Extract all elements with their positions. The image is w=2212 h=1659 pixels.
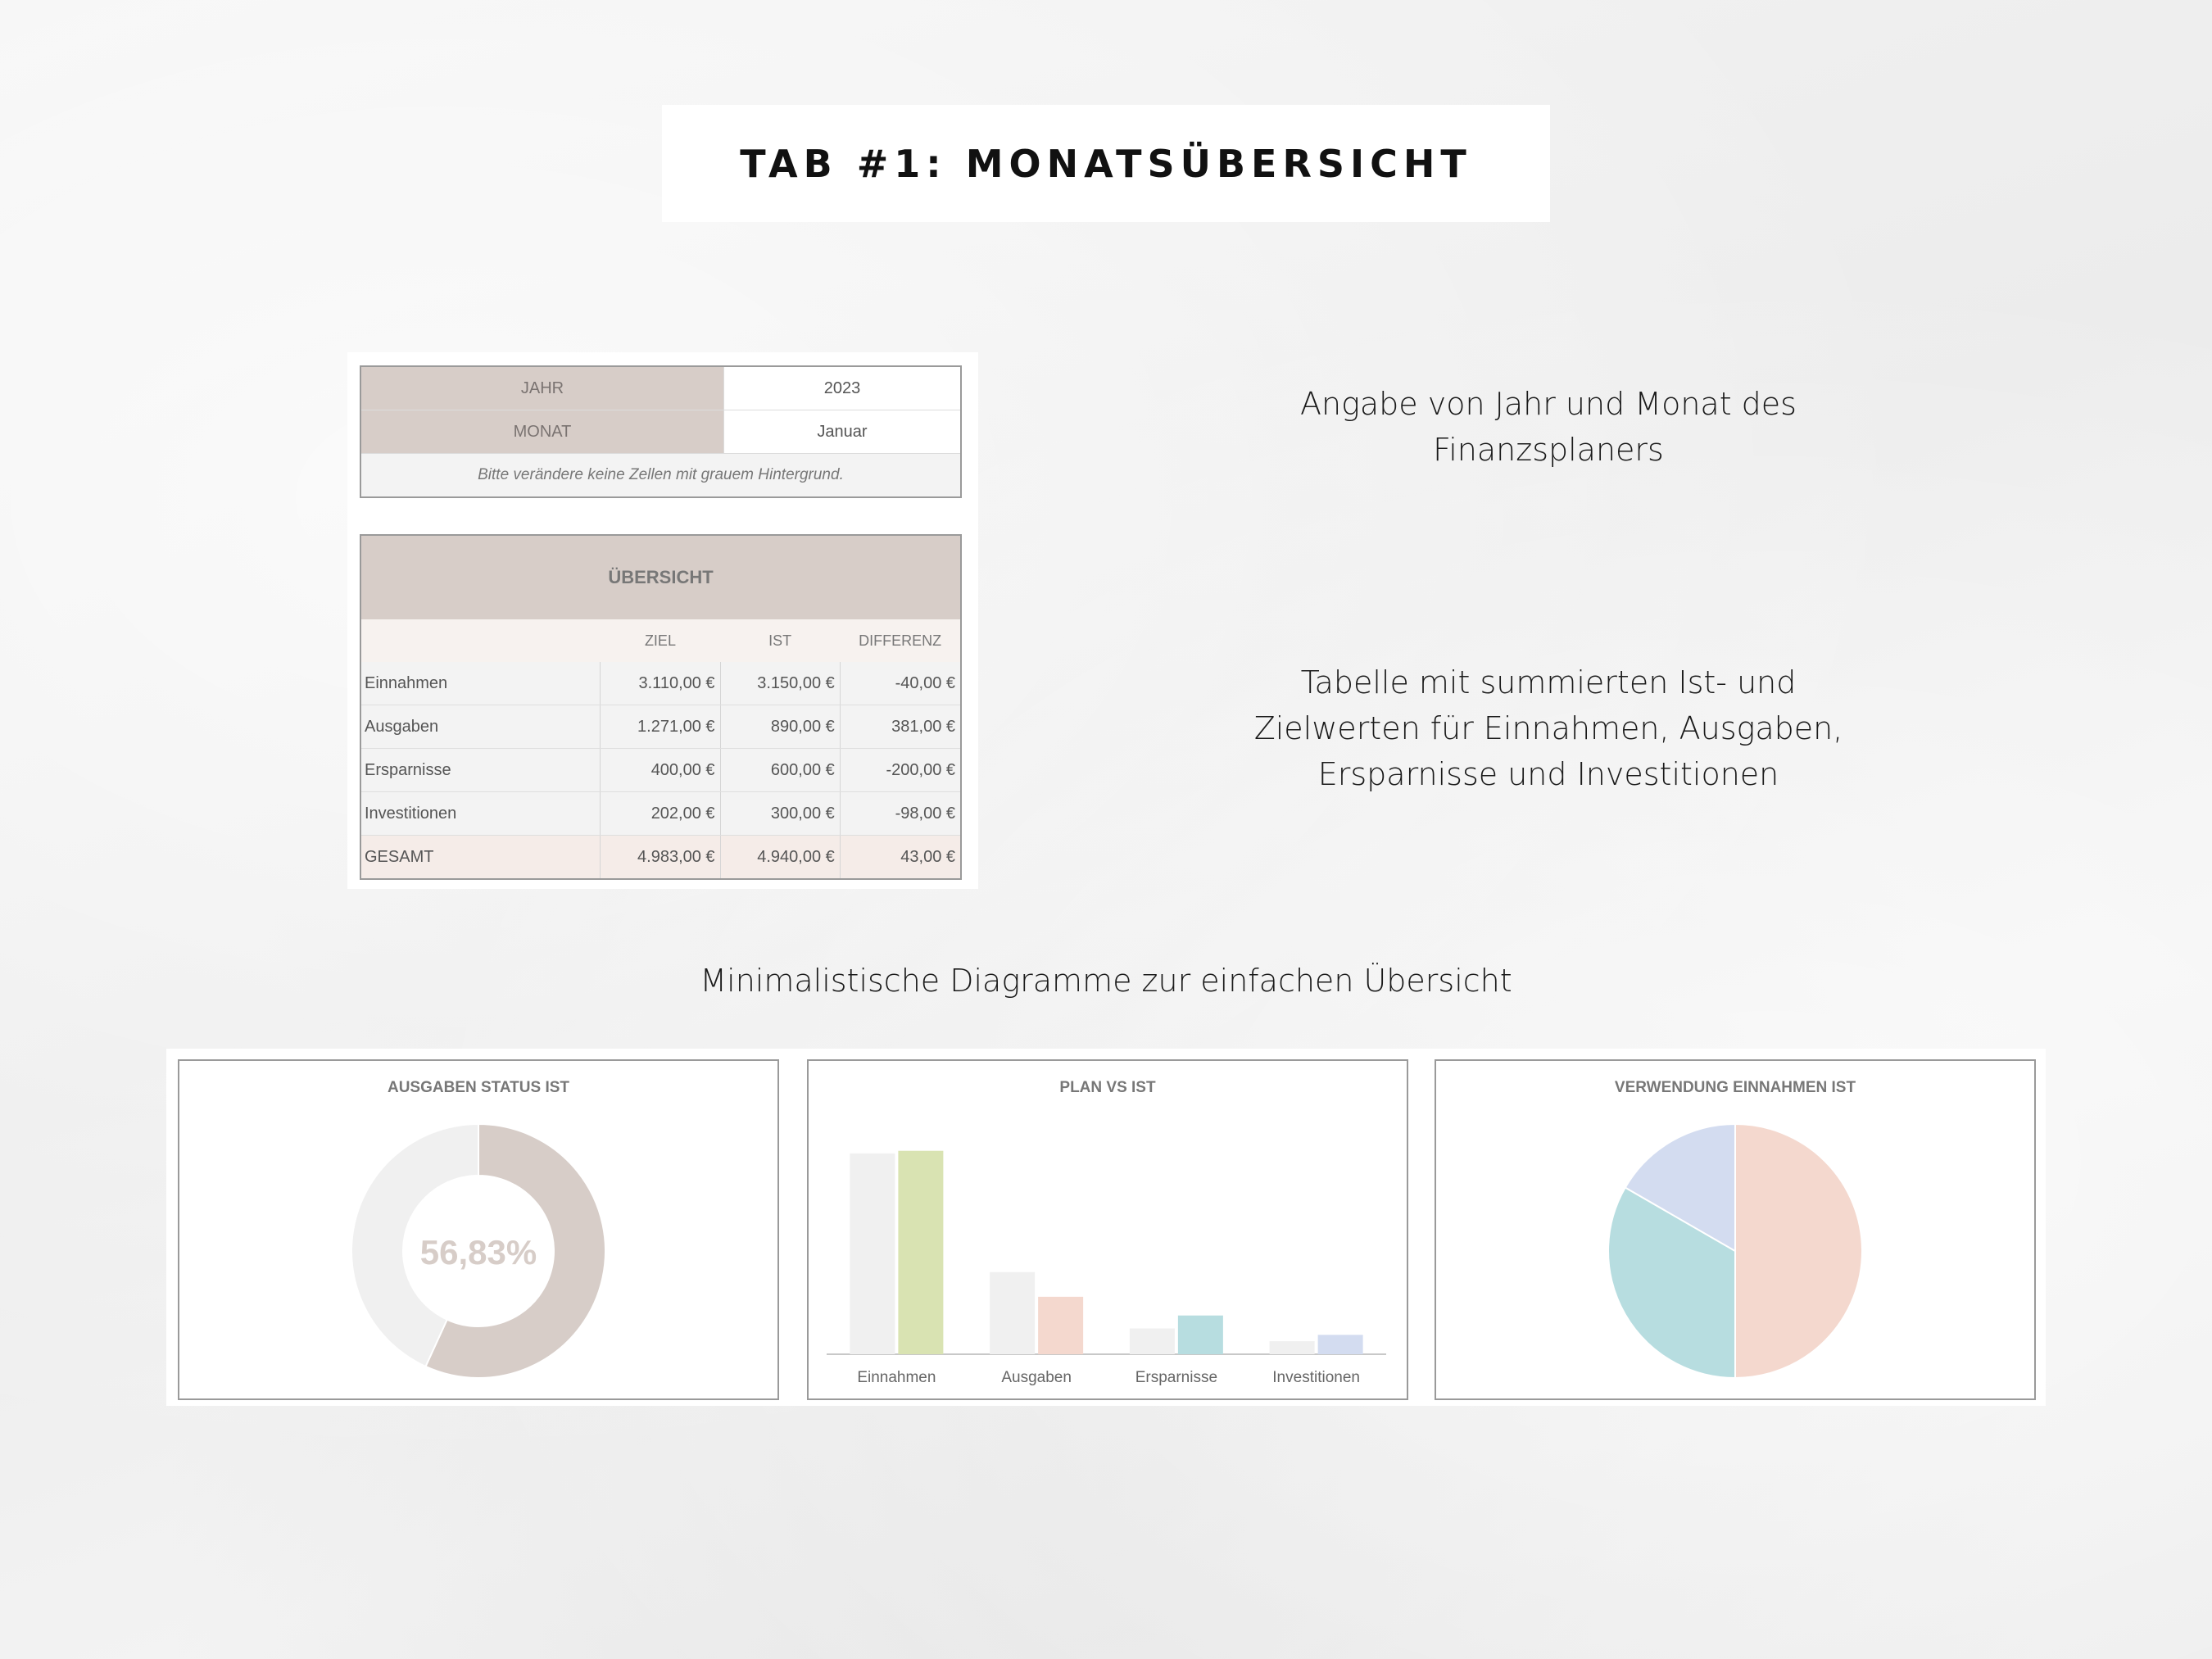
overview-description-line: Tabelle mit summierten Ist- und	[1300, 664, 1797, 700]
overview-header-row	[360, 619, 961, 662]
row-ziel: 3.110,00 €	[601, 662, 720, 705]
month-value: Januar	[724, 410, 962, 454]
overview-table	[360, 534, 962, 880]
column-header-differenz: DIFFERENZ	[840, 619, 961, 662]
bar-ist	[898, 1151, 943, 1354]
pie-chart	[1436, 1061, 2034, 1398]
settings-description	[1188, 381, 1909, 473]
bar-ist	[1178, 1316, 1223, 1354]
overview-title: ÜBERSICHT	[360, 535, 961, 619]
x-tick-label: Ausgaben	[1001, 1369, 1072, 1386]
donut-chart-panel	[178, 1059, 779, 1400]
row-diff: 381,00 €	[840, 705, 961, 749]
settings-description-line: Finanzsplaners	[1433, 432, 1664, 468]
bar-chart	[809, 1061, 1407, 1398]
row-name: Ausgaben	[360, 705, 601, 749]
row-ist: 300,00 €	[720, 792, 840, 836]
bar-ist	[1038, 1297, 1083, 1354]
overview-description-line: Zielwerten für Einnahmen, Ausgaben,	[1253, 710, 1843, 746]
bar-chart-panel	[807, 1059, 1408, 1400]
row-ist: 3.150,00 €	[720, 662, 840, 705]
x-tick-label: Investitionen	[1272, 1369, 1360, 1386]
total-ziel: 4.983,00 €	[601, 836, 720, 880]
bar-plan	[990, 1272, 1035, 1354]
settings-description-line: Angabe von Jahr und Monat des	[1300, 386, 1797, 422]
pie-slice	[1735, 1124, 1862, 1378]
charts-caption: Minimalistische Diagramme zur einfachen Übersicht	[700, 963, 1512, 999]
month-label: MONAT	[360, 410, 724, 454]
title-banner	[662, 105, 1550, 222]
pie-chart-title: VERWENDUNG EINNAHMEN IST	[1614, 1079, 1856, 1096]
row-diff: -200,00 €	[840, 749, 961, 792]
table-row	[360, 749, 961, 792]
row-ist: 890,00 €	[720, 705, 840, 749]
row-ziel: 202,00 €	[601, 792, 720, 836]
year-label: JAHR	[360, 366, 724, 410]
table-row	[360, 705, 961, 749]
x-tick-label: Einnahmen	[857, 1369, 936, 1386]
row-ziel: 400,00 €	[601, 749, 720, 792]
column-header-ziel: ZIEL	[601, 619, 720, 662]
table-row	[360, 792, 961, 836]
bar-chart-title: PLAN VS IST	[1059, 1079, 1156, 1096]
donut-chart	[179, 1061, 777, 1398]
charts-strip	[166, 1049, 2046, 1406]
donut-chart-title: AUSGABEN STATUS IST	[387, 1079, 570, 1096]
page-title: TAB #1: MONATSÜBERSICHT	[740, 141, 1472, 186]
row-diff: -40,00 €	[840, 662, 961, 705]
total-row	[360, 836, 961, 880]
row-ziel: 1.271,00 €	[601, 705, 720, 749]
total-ist: 4.940,00 €	[720, 836, 840, 880]
settings-table	[360, 365, 962, 498]
bar-plan	[1270, 1341, 1315, 1354]
spreadsheet-preview	[347, 352, 978, 889]
row-name: Ersparnisse	[360, 749, 601, 792]
row-ist: 600,00 €	[720, 749, 840, 792]
overview-header-blank	[360, 619, 601, 662]
bar-plan	[850, 1154, 895, 1354]
year-value: 2023	[724, 366, 962, 410]
pie-chart-panel	[1435, 1059, 2036, 1400]
total-name: GESAMT	[360, 836, 601, 880]
table-row	[360, 662, 961, 705]
x-tick-label: Ersparnisse	[1135, 1369, 1218, 1386]
row-name: Investitionen	[360, 792, 601, 836]
bar-plan	[1130, 1328, 1175, 1354]
overview-description	[1188, 660, 1909, 797]
settings-note: Bitte verändere keine Zellen mit grauem Hintergrund.	[360, 454, 961, 498]
row-name: Einnahmen	[360, 662, 601, 705]
column-header-ist: IST	[720, 619, 840, 662]
donut-center-label: 56,83%	[419, 1233, 537, 1271]
row-diff: -98,00 €	[840, 792, 961, 836]
bar-ist	[1318, 1335, 1363, 1354]
overview-description-line: Ersparnisse und Investitionen	[1317, 756, 1779, 792]
total-diff: 43,00 €	[840, 836, 961, 880]
